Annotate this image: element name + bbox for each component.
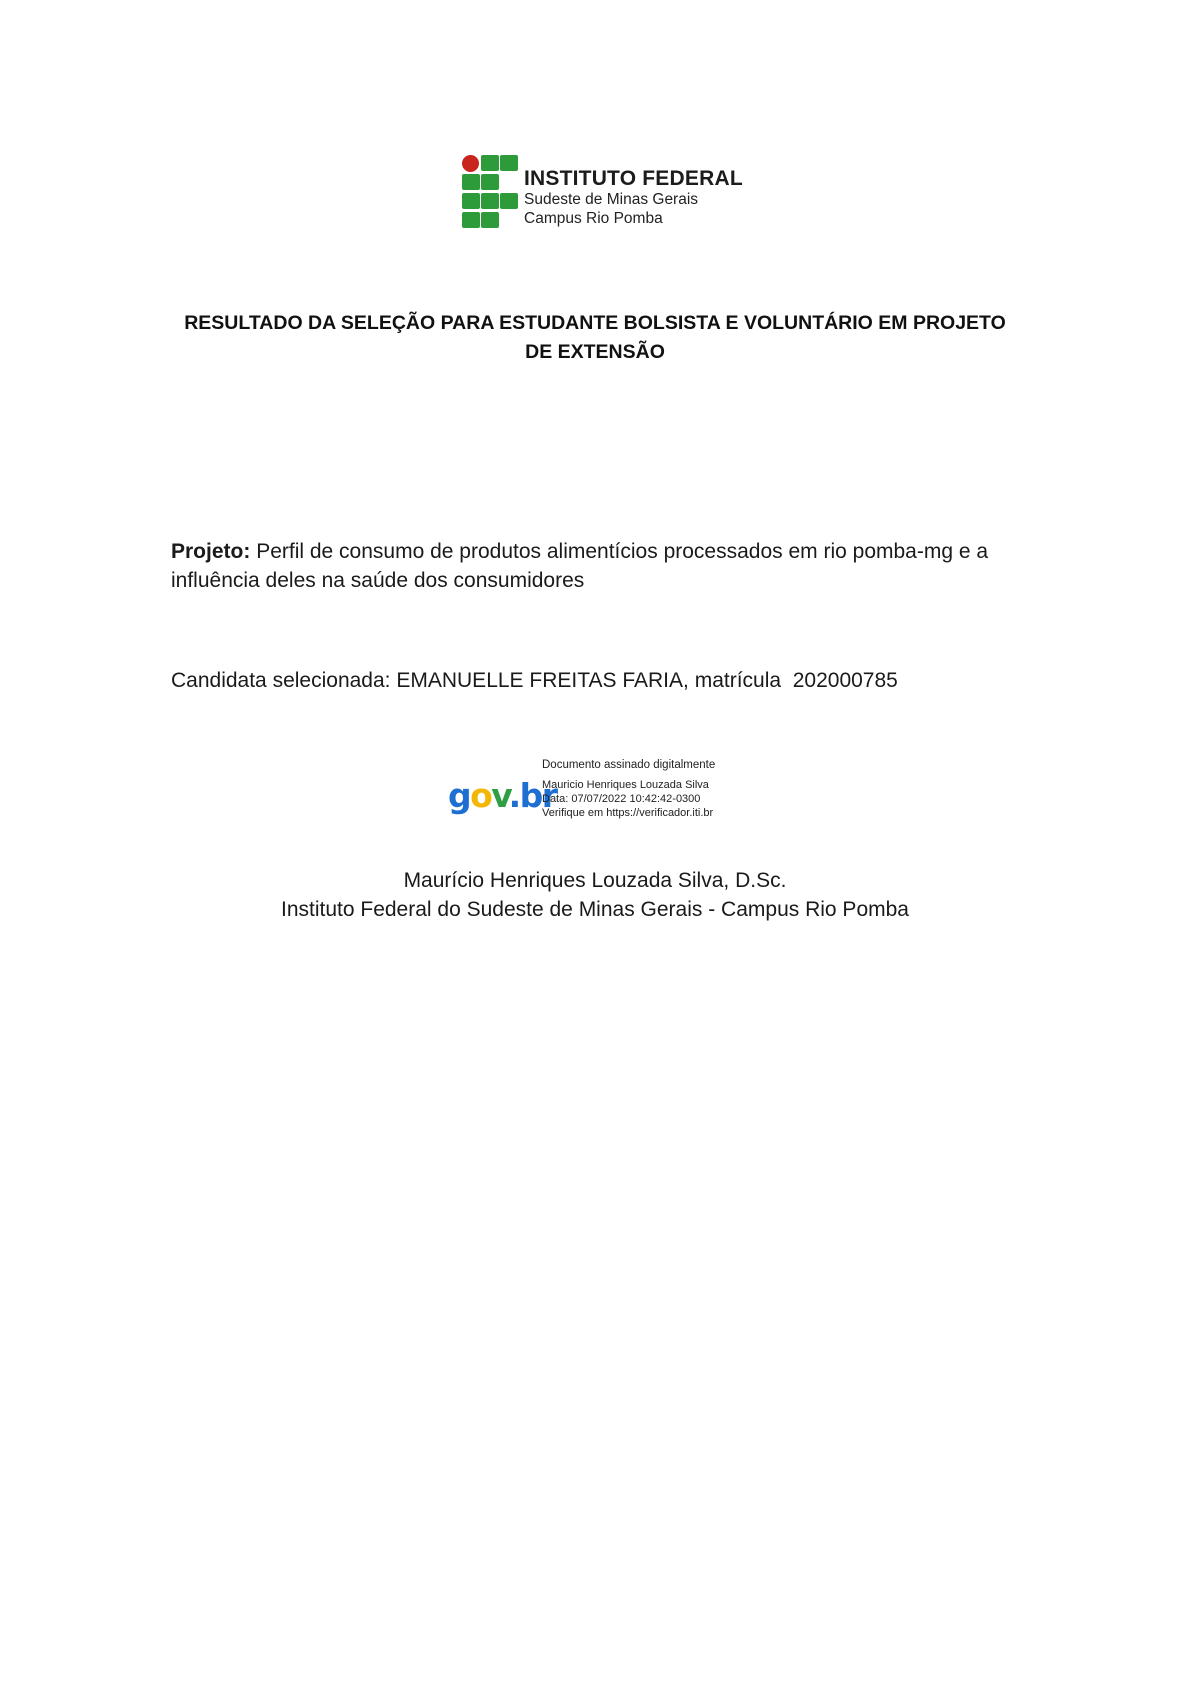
digital-signature-stamp (448, 758, 748, 828)
logo-square (462, 212, 480, 228)
logo-square (481, 174, 499, 190)
signature-date: Data: 07/07/2022 10:42:42-0300 (542, 793, 701, 805)
logo-square (500, 155, 518, 171)
logo-square (500, 193, 518, 209)
logo-square (462, 174, 480, 190)
signature-heading: Documento assinado digitalmente (542, 759, 716, 771)
logo-square (481, 193, 499, 209)
candidate-paragraph: Candidata selecionada: EMANUELLE FREITAS FARIA, matrícula 202000785 (171, 669, 898, 692)
logo-title: INSTITUTO FEDERAL (524, 167, 743, 190)
signer-institution: Instituto Federal do Sudeste de Minas Gerais - Campus Rio Pomba (281, 898, 909, 921)
signature-details (542, 758, 715, 820)
if-logo-icon (462, 155, 528, 229)
logo-square (481, 212, 499, 228)
project-label: Projeto: (171, 540, 251, 563)
candidate-name: EMANUELLE FREITAS FARIA (396, 669, 684, 692)
project-paragraph (171, 537, 1051, 595)
logo-campus: Campus Rio Pomba (524, 210, 663, 227)
candidate-label: Candidata selecionada: (171, 669, 391, 692)
document-title: RESULTADO DA SELEÇÃO PARA ESTUDANTE BOLSISTA E VOLUNTÁRIO EM PROJETO DE EXTENSÃO (184, 312, 1006, 363)
logo-square (462, 193, 480, 209)
registration-number: 202000785 (792, 669, 898, 692)
signer-name: Maurício Henriques Louzada Silva, D.Sc. (403, 869, 787, 892)
logo-subtitle: Sudeste de Minas Gerais (524, 191, 699, 208)
logo-square (481, 155, 499, 171)
registration-label: matrícula (694, 669, 782, 692)
govbr-logo: gov.br (448, 776, 557, 815)
signature-verify-link[interactable]: Verifique em https://verificador.iti.br (542, 807, 714, 819)
signature-signer: Mauricio Henriques Louzada Silva (542, 779, 709, 791)
logo-red-circle (462, 155, 479, 172)
project-text: Perfil de consumo de produtos alimentícios processados em rio pomba-mg e a influência deles na saúde dos consumidores (171, 540, 989, 592)
logo-text (524, 168, 743, 228)
institution-logo (462, 155, 742, 229)
